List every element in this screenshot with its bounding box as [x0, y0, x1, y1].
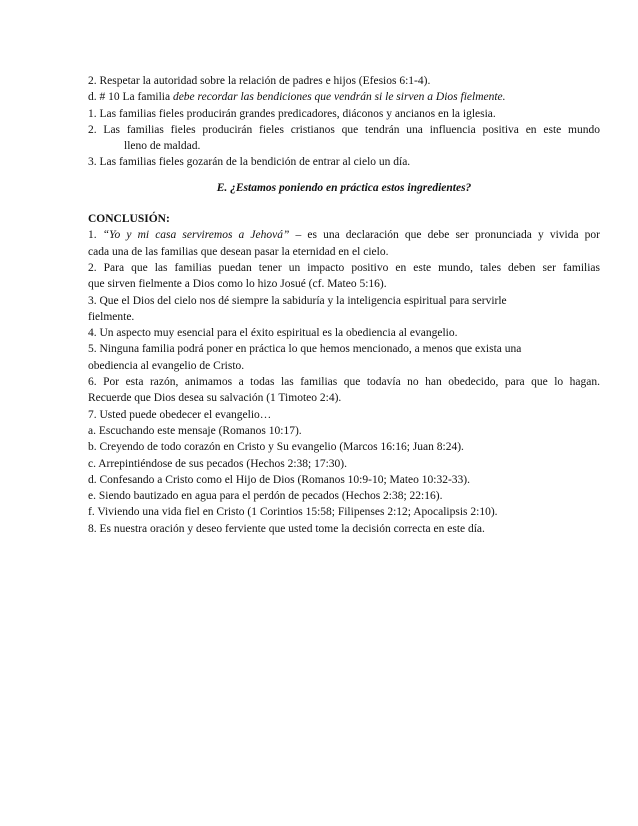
conclusion-7c: c. Arrepintiéndose de sus pecados (Hechos 2:38; 17:30). — [88, 457, 348, 470]
conclusion-1-number: 1. — [88, 229, 103, 242]
conclusion-1-quote: “Yo y mi casa serviremos a Jehová” — [102, 229, 290, 242]
point-d-prefix: d. # 10 La familia — [88, 91, 173, 104]
conclusion-3-line-2: fielmente. — [88, 310, 135, 323]
point-d-italic-text: debe recordar las bendiciones que vendrán si le sirven a Dios fielmente. — [172, 91, 506, 104]
conclusion-5-line-2: obediencia al evangelio de Cristo. — [88, 359, 245, 372]
conclusion-3-line-1: 3. Que el Dios del cielo nos dé siempre la sabiduría y la inteligencia espiritual para servirle — [88, 294, 507, 307]
conclusion-5-line-1: 5. Ninguna familia podrá poner en práctica lo que hemos mencionado, a menos que exista una — [88, 343, 522, 356]
conclusion-7: 7. Usted puede obedecer el evangelio… — [88, 408, 272, 421]
document-page — [88, 73, 600, 537]
point-d-remember-blessings — [88, 89, 600, 105]
conclusion-7d: d. Confesando a Cristo como el Hijo de Dios (Romanos 10:9-10; Mateo 10:32-33). — [88, 473, 471, 486]
point-2-respect-authority: 2. Respetar la autoridad sobre la relación de padres e hijos (Efesios 6:1-4). — [88, 75, 431, 87]
section-e-heading: E. ¿Estamos poniendo en práctica estos ingredientes? — [216, 181, 472, 194]
conclusion-6-line-1: 6. Por esta razón, animamos a todas las familias que todavía no han obedecido, para que lo hagan. — [88, 376, 600, 389]
conclusion-6-line-2: Recuerde que Dios desea su salvación (1 Timoteo 2:4). — [88, 392, 342, 405]
conclusion-4: 4. Un aspecto muy esencial para el éxito espiritual es la obediencia al evangelio. — [88, 327, 458, 340]
sub-point-1: 1. Las familias fieles producirán grandes predicadores, diáconos y ancianos en la iglesia. — [88, 107, 496, 120]
conclusion-1-rest: – es una declaración que debe ser pronunciada y vivida por — [289, 229, 601, 242]
conclusion-2-line-2: que sirven fielmente a Dios como lo hizo Josué (cf. Mateo 5:16). — [88, 278, 387, 291]
sub-point-3: 3. Las familias fieles gozarán de la bendición de entrar al cielo un día. — [88, 156, 411, 169]
conclusion-8: 8. Es nuestra oración y deseo ferviente que usted tome la decisión correcta en este día. — [88, 522, 485, 535]
conclusion-7f: f. Viviendo una vida fiel en Cristo (1 Corintios 15:58; Filipenses 2:12; Apocalipsis 2:10). — [88, 506, 498, 519]
conclusion-7a: a. Escuchando este mensaje (Romanos 10:17). — [88, 424, 302, 437]
conclusion-7b: b. Creyendo de todo corazón en Cristo y Su evangelio (Marcos 16:16; Juan 8:24). — [88, 441, 464, 454]
sub-point-2-line-2: lleno de maldad. — [124, 140, 201, 153]
conclusion-2-line-1: 2. Para que las familias puedan tener un impacto positivo en este mundo, tales deben ser familias — [88, 261, 600, 274]
conclusion-title: CONCLUSIÓN: — [88, 213, 170, 226]
conclusion-7e: e. Siendo bautizado en agua para el perdón de pecados (Hechos 2:38; 22:16). — [88, 490, 443, 503]
sub-point-2-line-1: 2. Las familias fieles producirán fieles cristianos que tendrán una influencia positiva en este mundo — [88, 123, 600, 136]
conclusion-1-line-1 — [88, 227, 600, 243]
conclusion-1-line-2: cada una de las familias que desean pasar la eternidad en el cielo. — [88, 245, 389, 258]
